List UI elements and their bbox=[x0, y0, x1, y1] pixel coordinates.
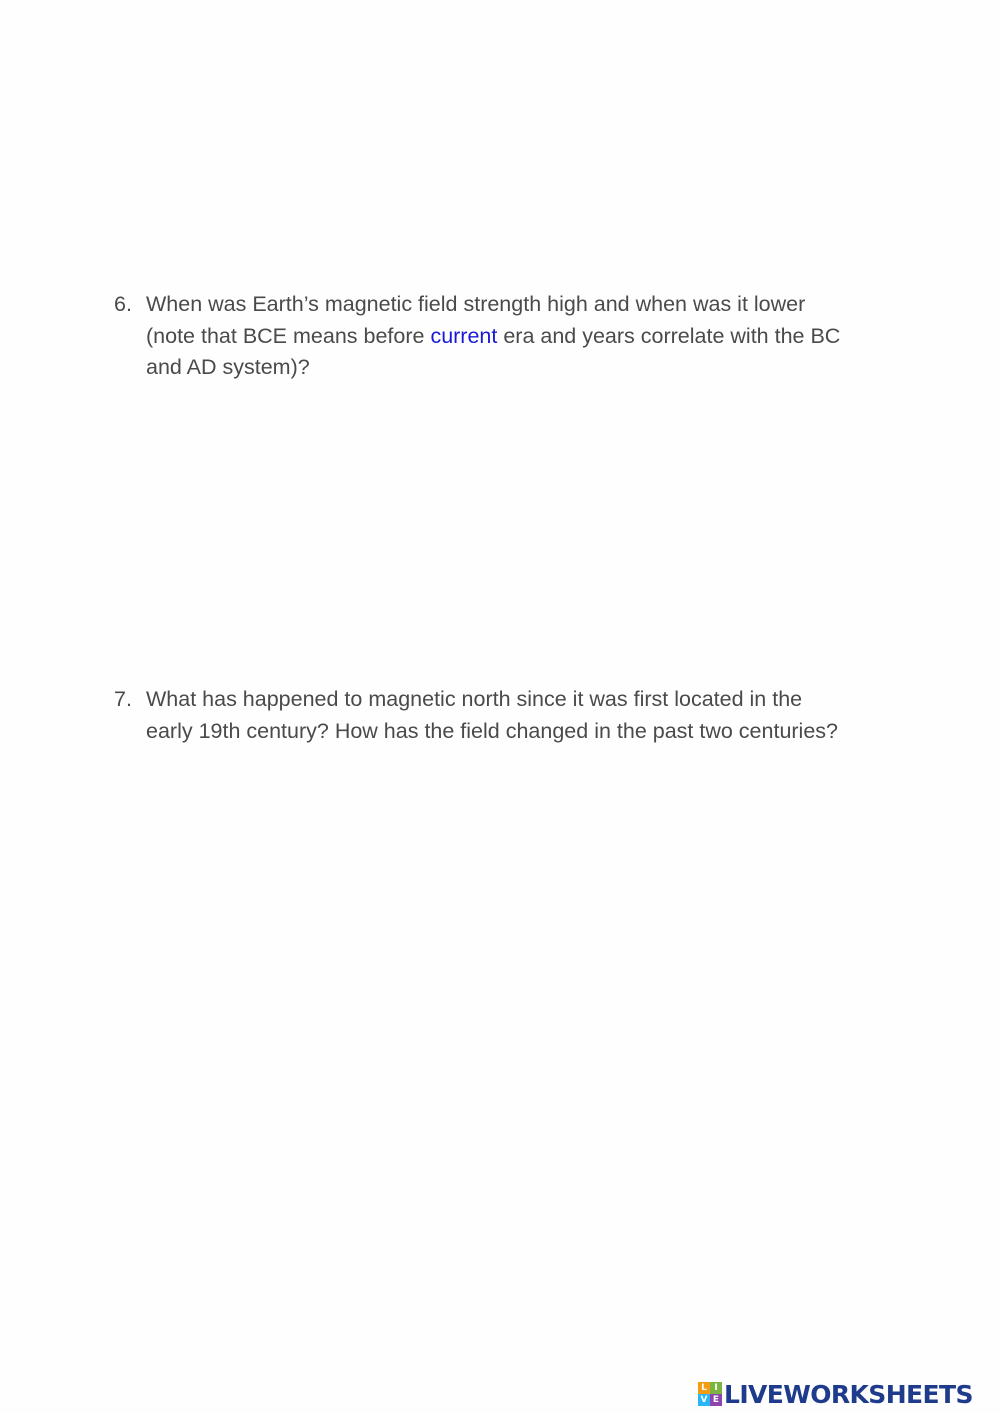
question-number: 7. bbox=[114, 687, 132, 711]
logo-text: LIVEWORKSHEETS bbox=[724, 1379, 973, 1409]
question-number: 6. bbox=[114, 292, 132, 316]
question-line-text: and AD system)? bbox=[146, 355, 310, 379]
question-line bbox=[146, 289, 894, 321]
question-line bbox=[146, 684, 894, 716]
logo-mark-letter: E bbox=[710, 1394, 722, 1406]
logo-mark-letter: V bbox=[698, 1394, 710, 1406]
logo-mark-icon bbox=[698, 1382, 722, 1406]
question-line bbox=[146, 321, 894, 353]
question-6 bbox=[114, 289, 894, 384]
question-7 bbox=[114, 684, 894, 747]
question-line bbox=[146, 716, 894, 748]
logo-mark-letter: L bbox=[698, 1382, 710, 1394]
question-line-text: What has happened to magnetic north since it was first located in the bbox=[146, 687, 803, 711]
current-link[interactable]: current bbox=[430, 323, 498, 348]
question-line-text: (note that BCE means before bbox=[146, 323, 431, 348]
question-text bbox=[146, 289, 894, 384]
logo-mark-letter: I bbox=[710, 1382, 722, 1394]
question-line-text: When was Earth’s magnetic field strength high and when was it lower bbox=[146, 292, 806, 316]
liveworksheets-logo bbox=[698, 1378, 973, 1410]
question-line-text: era and years correlate with the BC bbox=[497, 323, 841, 348]
question-line-text: early 19th century? How has the field changed in the past two centuries? bbox=[146, 718, 838, 743]
question-line bbox=[146, 352, 894, 384]
question-text bbox=[146, 684, 894, 747]
